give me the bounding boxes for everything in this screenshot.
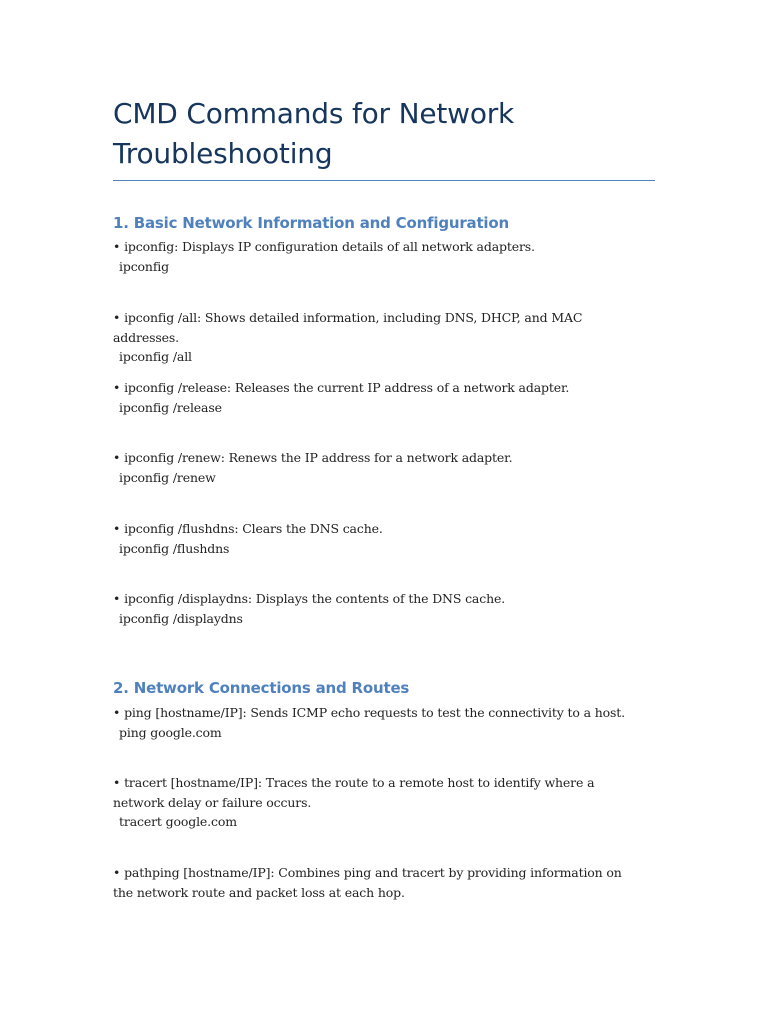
command-description-text: ipconfig: Displays IP configuration details of all network adapters. (124, 239, 535, 254)
command-description (113, 589, 643, 609)
bullet-glyph: • (113, 239, 121, 254)
command-description-text: ipconfig /all: Shows detailed information, including DNS, DHCP, and MAC addresses. (113, 310, 583, 345)
command-example: tracert google.com (119, 814, 237, 829)
section-heading-connections-routes: 2. Network Connections and Routes (113, 679, 410, 697)
command-example: ipconfig /flushdns (119, 540, 230, 556)
command-description (113, 378, 643, 398)
command-entry-ipconfig-release (113, 378, 643, 417)
command-description (113, 237, 643, 257)
command-example: ipconfig /renew (119, 469, 216, 485)
command-entry-ipconfig (113, 237, 643, 276)
command-description-text: ipconfig /release: Releases the current IP address of a network adapter. (124, 380, 570, 395)
command-description (113, 448, 643, 468)
bullet-glyph: • (113, 380, 121, 395)
command-example: ipconfig /displaydns (119, 610, 243, 626)
command-example: ipconfig /all (119, 349, 192, 364)
bullet-glyph: • (113, 775, 121, 790)
command-entry-ipconfig-all (113, 308, 643, 367)
document-title: CMD Commands for Network Troubleshooting (113, 97, 515, 170)
command-description-text: tracert [hostname/IP]: Traces the route to a remote host to identify where a network delay or failure occurs. (113, 775, 595, 810)
command-entry-ipconfig-flushdns (113, 519, 643, 558)
command-description-text: ipconfig /flushdns: Clears the DNS cache. (124, 521, 383, 536)
command-entry-pathping (113, 863, 643, 902)
bullet-glyph: • (113, 521, 121, 536)
command-description (113, 703, 643, 723)
command-example: ipconfig /release (119, 399, 222, 415)
command-description-text: ipconfig /displaydns: Displays the contents of the DNS cache. (124, 591, 506, 606)
command-description-text: ping [hostname/IP]: Sends ICMP echo requests to test the connectivity to a host. (124, 705, 625, 720)
bullet-glyph: • (113, 450, 121, 465)
bullet-glyph: • (113, 591, 121, 606)
command-description (113, 519, 643, 539)
command-entry-tracert (113, 773, 643, 832)
command-description-text: ipconfig /renew: Renews the IP address for a network adapter. (124, 450, 513, 465)
title-underline-rule (113, 180, 655, 181)
command-description (113, 863, 643, 902)
command-example: ipconfig (119, 258, 170, 274)
command-entry-ipconfig-renew (113, 448, 643, 487)
section-heading-basic-network-info: 1. Basic Network Information and Configuration (113, 214, 509, 232)
command-example: ping google.com (119, 724, 222, 740)
command-description-text: pathping [hostname/IP]: Combines ping and tracert by providing information on the network route and packet loss at each hop. (113, 865, 622, 900)
command-entry-ipconfig-displaydns (113, 589, 643, 628)
command-entry-ping (113, 703, 643, 742)
bullet-glyph: • (113, 865, 121, 880)
bullet-glyph: • (113, 705, 121, 720)
command-description (113, 773, 643, 812)
bullet-glyph: • (113, 310, 121, 325)
command-description (113, 308, 643, 347)
